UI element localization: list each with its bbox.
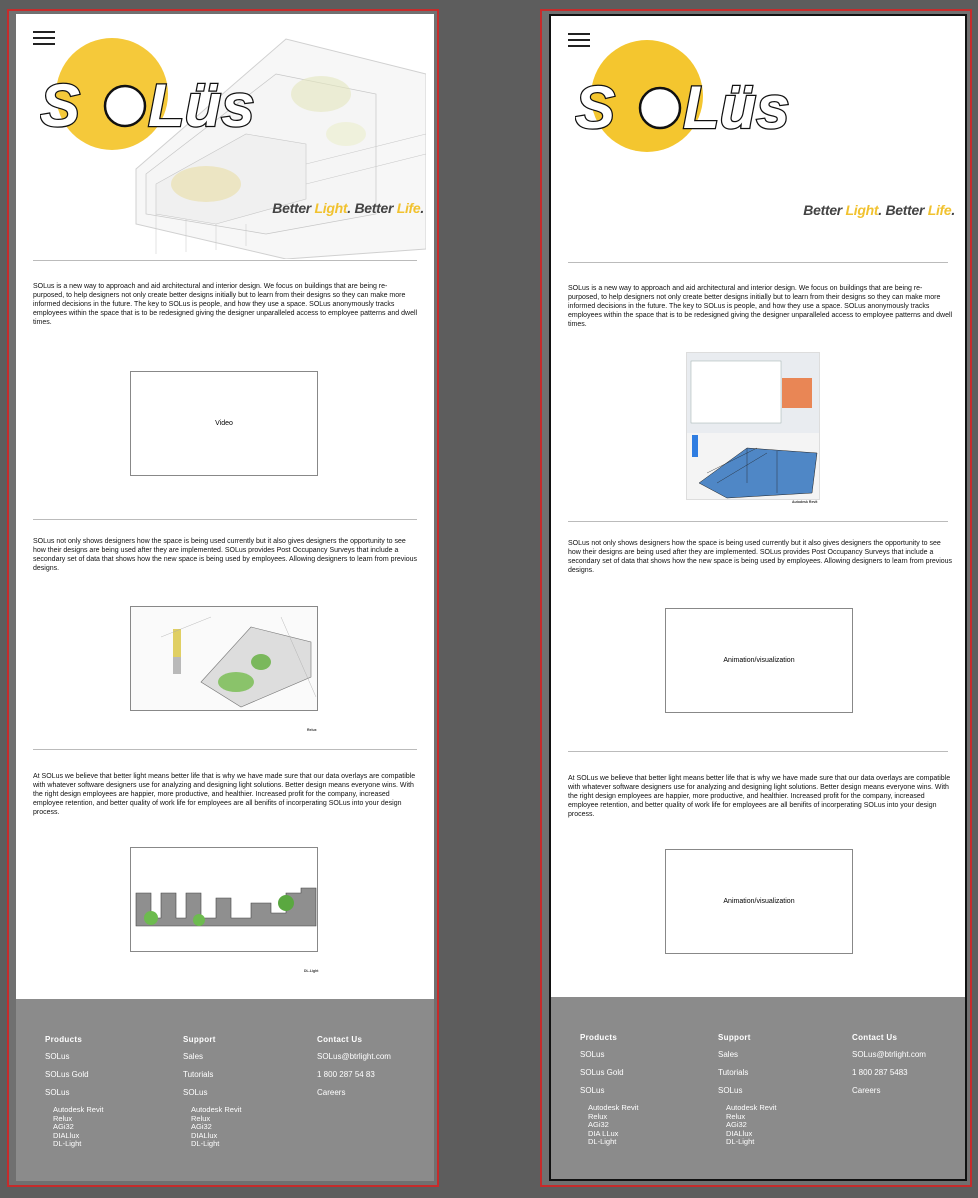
products-sub-item[interactable]: DIALlux — [53, 1130, 80, 1140]
products-sub-item[interactable]: Relux — [53, 1113, 73, 1123]
footer — [551, 997, 965, 1179]
products-link-solus-gold[interactable]: SOLus Gold — [580, 1068, 624, 1077]
contact-email-link[interactable]: SOLus@btrlight.com — [317, 1052, 391, 1061]
products-link-solus-2[interactable]: SOLus — [580, 1086, 605, 1095]
animation-placeholder[interactable] — [665, 608, 853, 713]
dl-light-caption: DL-Light — [304, 969, 319, 973]
hero — [16, 14, 434, 254]
products-link-solus-gold[interactable]: SOLus Gold — [45, 1070, 89, 1079]
support-sub-item[interactable]: DIALlux — [726, 1128, 753, 1138]
contact-heading: Contact Us — [852, 1033, 898, 1042]
support-sub-item[interactable]: Autodesk Revit — [726, 1103, 777, 1112]
footer-contact — [852, 1033, 926, 1104]
products-sub-list — [588, 1104, 638, 1147]
contact-careers-link[interactable]: Careers — [852, 1086, 881, 1095]
footer-contact — [317, 1035, 391, 1106]
revit-render — [687, 353, 819, 499]
products-link-solus[interactable]: SOLus — [45, 1052, 70, 1061]
video-label: Video — [215, 420, 233, 427]
support-link-sales[interactable]: Sales — [183, 1052, 204, 1061]
products-sub-item[interactable]: AGi32 — [588, 1120, 609, 1130]
divider — [33, 519, 417, 520]
compatibility-paragraph: At SOLus we believe that better light means better life that is why we have made sure that our data overlays are compatible with whatever software designers use for analyzing and designing light solutions. Better design means everyone wins. With the right design employees are happier, more productive, and healthier. Increased profit for the company, increased employee retention, and better quality of work life for employees are all benifits of incorperating SOLus into your design process. — [568, 775, 951, 818]
contact-careers-link[interactable]: Careers — [317, 1088, 346, 1097]
footer — [16, 999, 434, 1181]
svg-text:Lüs: Lüs — [148, 72, 255, 139]
divider — [568, 751, 948, 752]
footer-products — [580, 1033, 638, 1147]
contact-phone[interactable]: 1 800 287 5483 — [852, 1068, 908, 1077]
divider — [568, 262, 948, 263]
occupancy-paragraph: SOLus not only shows designers how the space is being used currently but it also gives designers the opportunity to see how their designs are being used after they are implemented. SOLus provides Post Occupancy Surveys that include a secondary set of data that shows how the new space is being used by employees. Allowing designers to learn from previous designs. — [33, 538, 418, 572]
support-link-solus[interactable]: SOLus — [718, 1086, 743, 1095]
support-sub-item[interactable]: DIALlux — [191, 1130, 218, 1140]
support-link-tutorials[interactable]: Tutorials — [183, 1070, 214, 1079]
support-sub-item[interactable]: Autodesk Revit — [191, 1105, 242, 1114]
artboard-left — [7, 9, 439, 1187]
support-sub-item[interactable]: Relux — [726, 1111, 746, 1121]
support-link-tutorials[interactable]: Tutorials — [718, 1068, 749, 1077]
products-heading: Products — [45, 1035, 83, 1044]
support-sub-item[interactable]: DL-Light — [191, 1139, 220, 1149]
solus-logo — [575, 40, 795, 160]
contact-phone[interactable]: 1 800 287 54 83 — [317, 1070, 375, 1079]
tagline: Better Light. Better Life. — [803, 202, 955, 218]
hero — [551, 16, 965, 256]
intro-paragraph: SOLus is a new way to approach and aid architectural and interior design. We focus on buildings that are being re-purposed, to help designers not only create better designs initially but to learn from their designs so they can make more informed decisions in the future. The key to SOLus is people, and how they use a space. SOLus anonymously tracks employees within the space that is to be redesigned giving the designer unparalleled access to employee patterns and dwell times. — [568, 285, 953, 328]
support-sub-list — [191, 1106, 241, 1149]
support-link-solus[interactable]: SOLus — [183, 1088, 208, 1097]
support-link-sales[interactable]: Sales — [718, 1050, 739, 1059]
animation-placeholder-2[interactable] — [665, 849, 853, 954]
divider — [33, 260, 417, 261]
products-sub-item[interactable]: DIA LLux — [588, 1128, 619, 1138]
divider — [568, 521, 948, 522]
support-sub-item[interactable]: AGi32 — [191, 1122, 212, 1132]
artboard-right — [540, 9, 972, 1187]
svg-text:S: S — [575, 74, 616, 141]
animation-label: Animation/visualization — [723, 657, 795, 664]
svg-text:S: S — [40, 72, 81, 139]
footer-products — [45, 1035, 103, 1149]
support-sub-item[interactable]: AGi32 — [726, 1120, 747, 1130]
svg-text:Lüs: Lüs — [683, 74, 790, 141]
page-left — [16, 14, 434, 1181]
divider — [33, 749, 417, 750]
contact-email-link[interactable]: SOLus@btrlight.com — [852, 1050, 926, 1059]
dl-light-render — [131, 848, 317, 951]
video-placeholder[interactable] — [130, 371, 318, 476]
relux-render — [131, 607, 317, 710]
dl-light-image — [130, 847, 318, 952]
revit-screenshot — [686, 352, 820, 500]
support-heading: Support — [183, 1035, 216, 1044]
tagline: Better Light. Better Life. — [272, 200, 424, 216]
support-sub-list — [726, 1104, 776, 1147]
products-sub-item[interactable]: DL-Light — [588, 1137, 617, 1147]
compatibility-paragraph: At SOLus we believe that better light means better life that is why we have made sure that our data overlays are compatible with whatever software designers use for analyzing and designing light solutions. Better design means everyone wins. With the right design employees are happier, more productive, and healthier. Increased profit for the company, increased employee retention, and better quality of work life for employees are all benifits of incorperating SOLus into your design process. — [33, 773, 416, 816]
page-right — [549, 14, 967, 1181]
footer-support — [718, 1033, 776, 1147]
support-sub-item[interactable]: DL-Light — [726, 1137, 755, 1147]
products-heading: Products — [580, 1033, 618, 1042]
contact-heading: Contact Us — [317, 1035, 363, 1044]
products-sub-item[interactable]: AGi32 — [53, 1122, 74, 1132]
occupancy-paragraph: SOLus not only shows designers how the space is being used currently but it also gives designers the opportunity to see how their designs are being used after they are implemented. SOLus provides Post Occupancy Surveys that include a secondary set of data that shows how the new space is being used by employees. Allowing designers to learn from previous designs. — [568, 540, 953, 574]
relux-image — [130, 606, 318, 711]
relux-caption: Relux — [307, 728, 317, 732]
footer-support — [183, 1035, 241, 1149]
products-link-solus[interactable]: SOLus — [580, 1050, 605, 1059]
products-sub-item[interactable]: DL-Light — [53, 1139, 82, 1149]
products-link-solus-2[interactable]: SOLus — [45, 1088, 70, 1097]
revit-caption: Autodesk Revit — [792, 500, 818, 504]
products-sub-item[interactable]: Relux — [588, 1111, 608, 1121]
products-sub-list — [53, 1106, 103, 1149]
products-sub-item[interactable]: Autodesk Revit — [588, 1103, 639, 1112]
intro-paragraph: SOLus is a new way to approach and aid architectural and interior design. We focus on buildings that are being re-purposed, to help designers not only create better designs initially but to learn from their designs so they can make more informed decisions in the future. The key to SOLus is people, and how they use a space. SOLus anonymously tracks employees within the space that is to be redesigned giving the designer unparalleled access to employee patterns and dwell times. — [33, 283, 418, 326]
support-sub-item[interactable]: Relux — [191, 1113, 211, 1123]
animation-label: Animation/visualization — [723, 898, 795, 905]
products-sub-item[interactable]: Autodesk Revit — [53, 1105, 104, 1114]
support-heading: Support — [718, 1033, 751, 1042]
solus-logo — [40, 38, 260, 158]
